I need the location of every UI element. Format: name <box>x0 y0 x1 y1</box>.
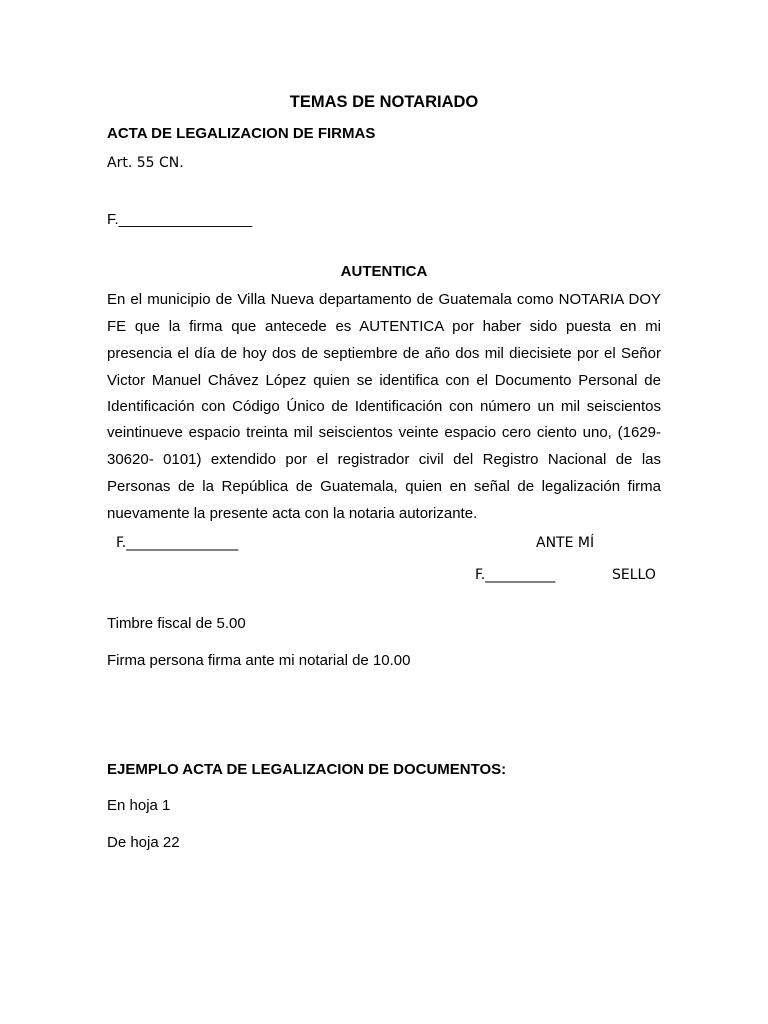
firma-notarial-text: Firma persona firma ante mi notarial de 10.00 <box>107 652 411 669</box>
paragraph-line: En el municipio de Villa Nueva departamento de Guatemala como NOTARIA DOY <box>107 291 661 308</box>
paragraph-line: Victor Manuel Chávez López quien se identifica con el Documento Personal de <box>107 372 661 389</box>
section-heading-legalizacion-documentos: EJEMPLO ACTA DE LEGALIZACION DE DOCUMENTOS: <box>107 761 507 778</box>
notary-signature-line: F.__________ <box>475 567 556 583</box>
timbre-fiscal-text: Timbre fiscal de 5.00 <box>107 615 246 632</box>
paragraph-line: Personas de la República de Guatemala, quien en señal de legalización firma <box>107 478 661 495</box>
document-title: TEMAS DE NOTARIADO <box>289 93 479 111</box>
hoja-line-2: De hoja 22 <box>107 834 180 851</box>
hoja-line-1: En hoja 1 <box>107 797 171 814</box>
paragraph-line: presencia el día de hoy dos de septiembre de año dos mil diecisiete por el Señor <box>107 345 661 362</box>
autentica-heading: AUTENTICA <box>340 263 428 280</box>
paragraph-line: veintinueve espacio treinta mil seiscientos veinte espacio cero ciento uno, (1629- <box>107 424 661 441</box>
ante-mi-label: ANTE MÍ <box>536 535 595 551</box>
paragraph-line: FE que la firma que antecede es AUTENTICA por haber sido puesta en mi <box>107 318 661 335</box>
signer-signature-line: F.________________ <box>116 535 239 551</box>
signature-line: F.________________ <box>107 211 253 228</box>
article-reference: Art. 55 CN. <box>107 155 184 171</box>
paragraph-line: 30620- 0101) extendido por el registrador civil del Registro Nacional de las <box>107 451 661 468</box>
paragraph-line: Identificación con Código Único de Identificación con número un mil seiscientos <box>107 398 661 415</box>
paragraph-line: nuevamente la presente acta con la notaria autorizante. <box>107 505 478 522</box>
sello-label: SELLO <box>612 567 656 583</box>
section-heading-legalizacion-firmas: ACTA DE LEGALIZACION DE FIRMAS <box>107 125 376 142</box>
